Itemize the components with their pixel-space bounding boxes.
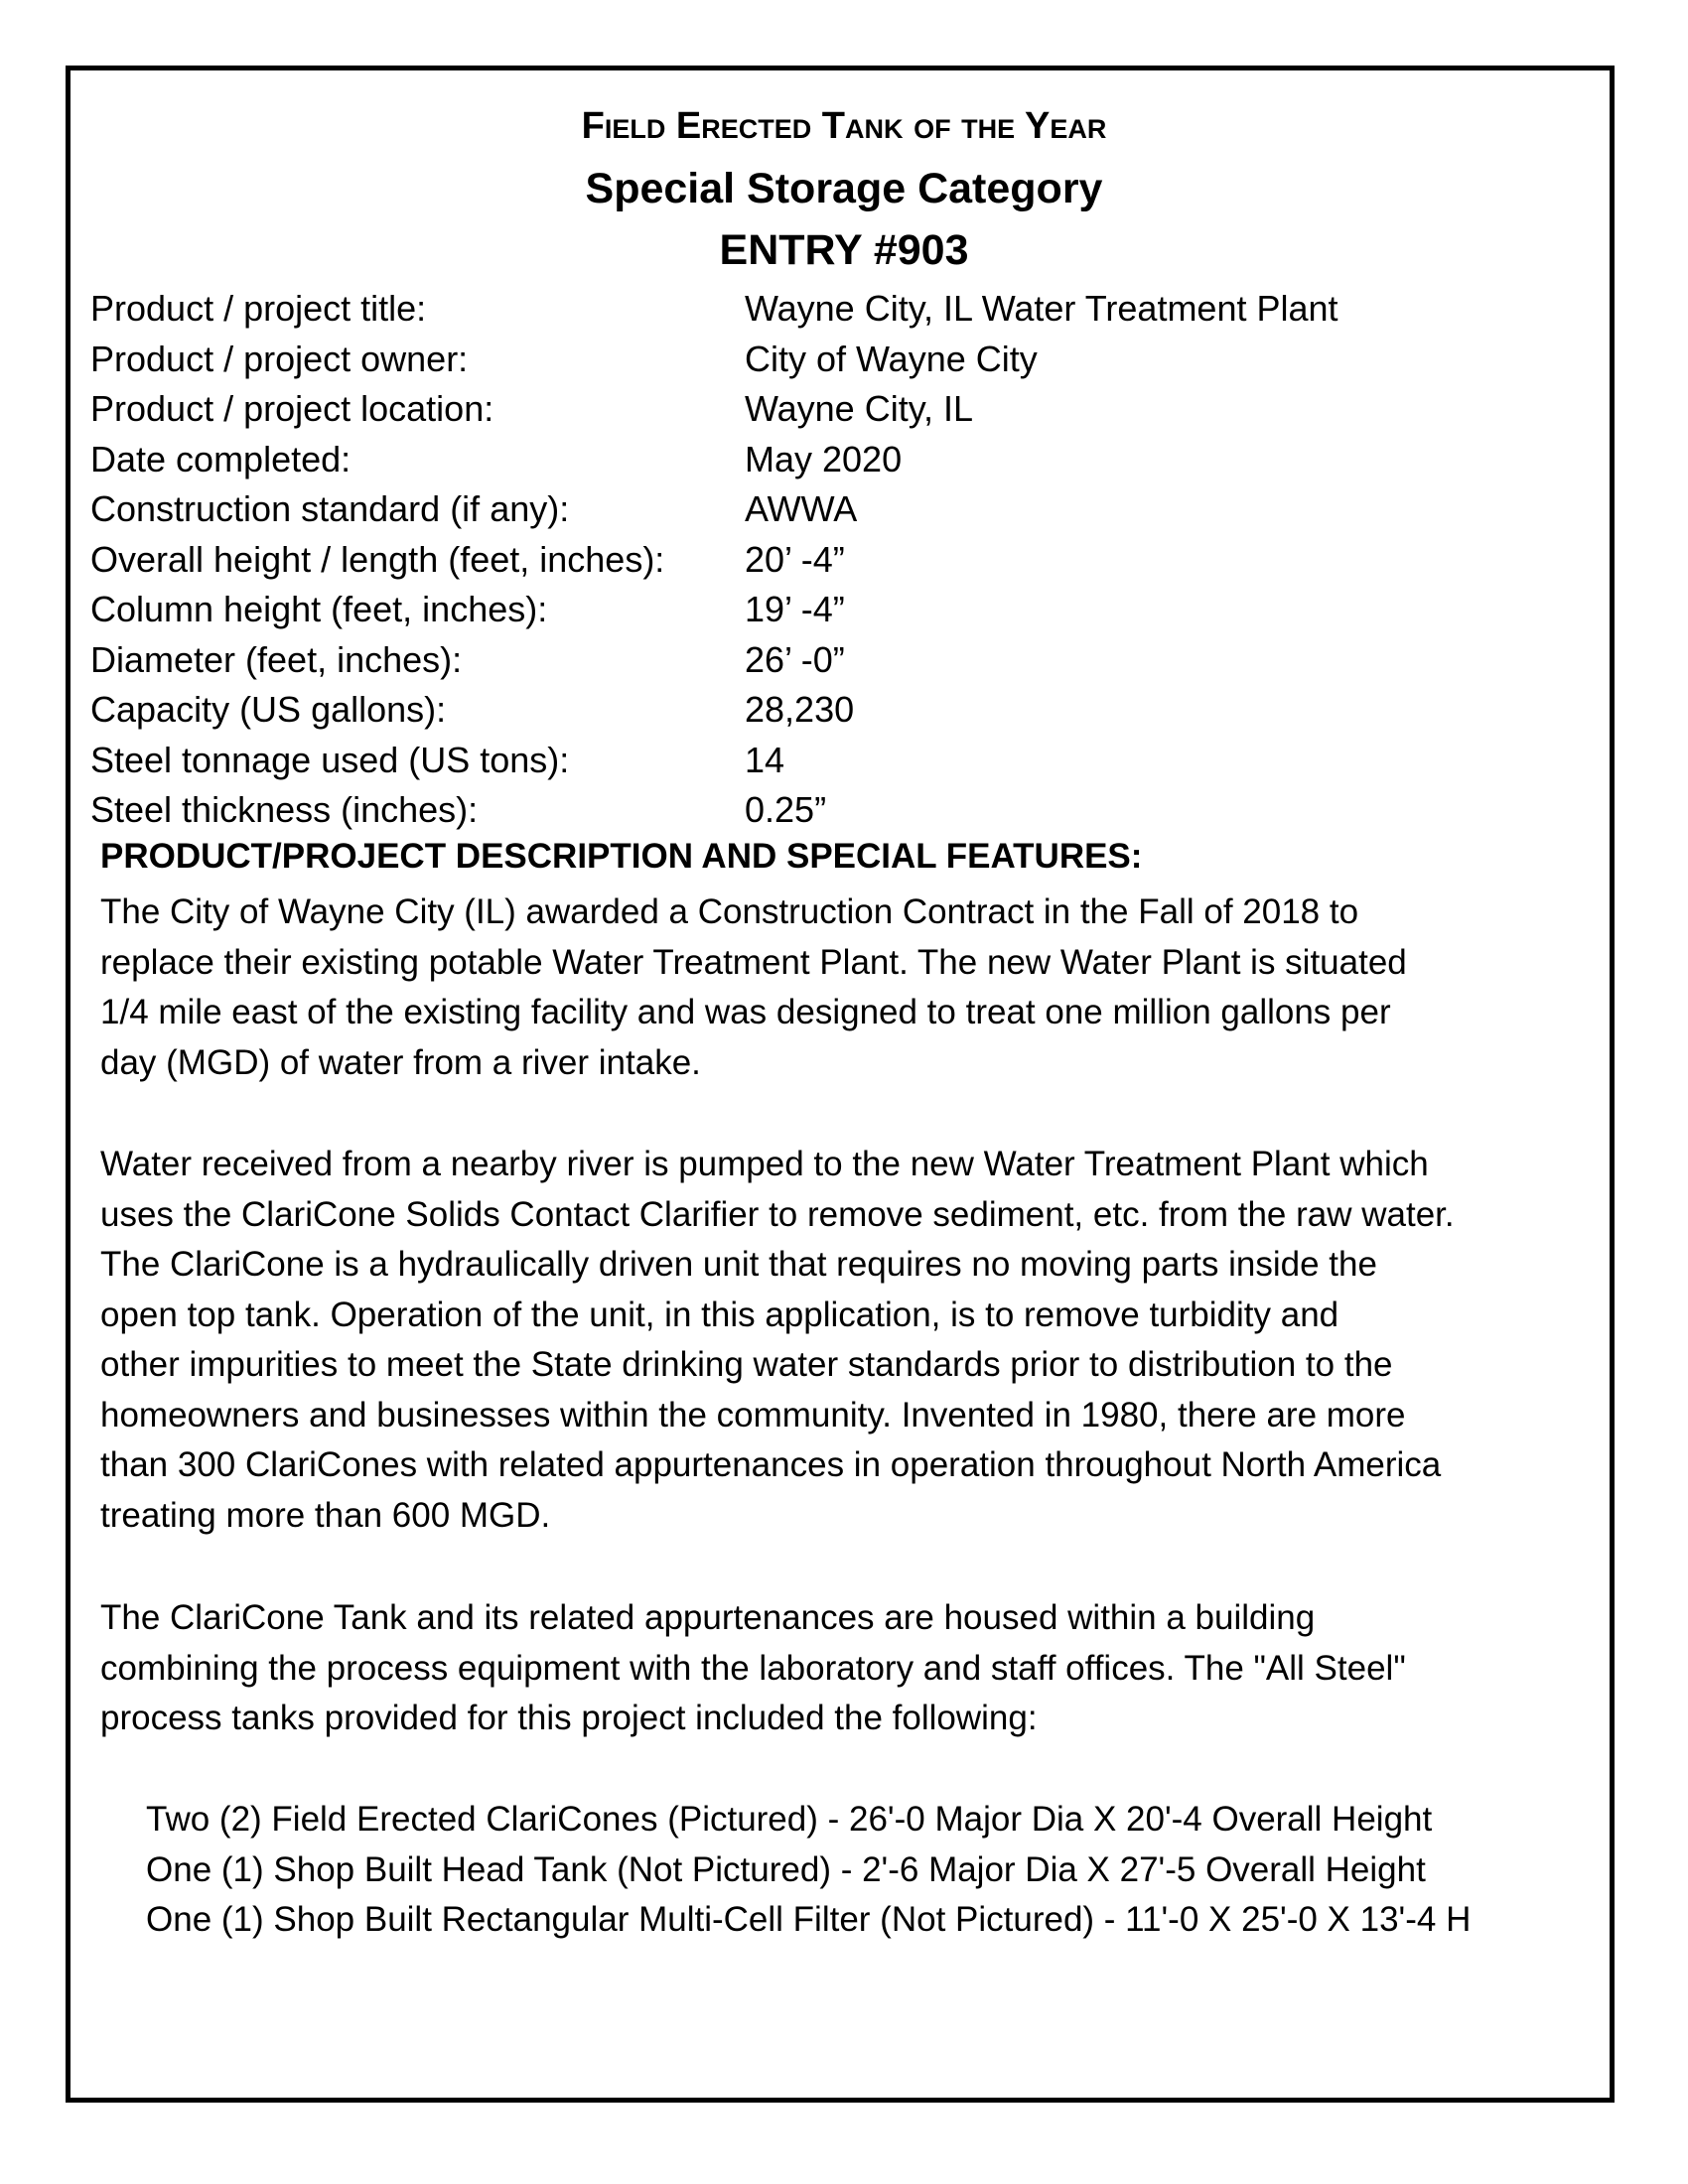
spec-label: Steel tonnage used (US tons): [90,739,570,780]
description-paragraph-1 [100,887,1590,1088]
description-heading: PRODUCT/PROJECT DESCRIPTION AND SPECIAL FEATURES: [100,837,1143,876]
entry-number: ENTRY #903 [719,226,969,274]
tank-list-item: Two (2) Field Erected ClariCones (Pictured) - 26'-0 Major Dia X 20'-4 Overall Height [146,1800,1433,1839]
paragraph-line: day (MGD) of water from a river intake. [100,1042,701,1082]
spec-row [90,484,1480,535]
paragraph-line: than 300 ClariCones with related appurtenances in operation throughout North America [100,1445,1442,1484]
spec-row [90,284,1480,335]
paragraph-line: other impurities to meet the State drinking water standards prior to distribution to the [100,1345,1393,1384]
spec-value: Wayne City, IL Water Treatment Plant [745,288,1338,329]
spec-label: Steel thickness (inches): [90,789,479,830]
paragraph-line: The ClariCone Tank and its related appurtenances are housed within a building [100,1598,1316,1637]
paragraph-line: open top tank. Operation of the unit, in this application, is to remove turbidity and [100,1295,1339,1334]
paragraph-line: homeowners and businesses within the community. Invented in 1980, there are more [100,1395,1406,1434]
spec-value: Wayne City, IL [745,388,974,429]
spec-row [90,635,1480,686]
subcategory-title: Special Storage Category [585,165,1103,212]
spec-label: Date completed: [90,438,352,479]
tank-list-item: One (1) Shop Built Head Tank (Not Pictured) - 2'-6 Major Dia X 27'-5 Overall Height [146,1849,1426,1889]
paragraph-line: treating more than 600 MGD. [100,1495,551,1535]
tank-list-item: One (1) Shop Built Rectangular Multi-Cell Filter (Not Pictured) - 11'-0 X 25'-0 X 13'-4 H [146,1900,1472,1939]
tank-list [146,1795,1471,1946]
description-paragraph-3 [100,1593,1590,1744]
spec-value: 26’ -0” [745,638,845,680]
spec-value: 19’ -4” [745,589,845,629]
spec-label: Column height (feet, inches): [90,589,548,629]
spec-label: Overall height / length (feet, inches): [90,538,665,580]
paragraph-line: The ClariCone is a hydraulically driven unit that requires no moving parts inside the [100,1245,1377,1284]
spec-label: Product / project title: [90,288,427,329]
spec-value: 0.25” [745,789,827,830]
paragraph-line: uses the ClariCone Solids Contact Clarifier to remove sediment, etc. from the raw water. [100,1194,1455,1234]
spec-row [90,435,1480,485]
paragraph-line: 1/4 mile east of the existing facility and was designed to treat one million gallons per [100,993,1391,1031]
spec-value: 14 [745,739,785,780]
spec-row [90,785,1480,836]
spec-row [90,736,1480,786]
spec-label: Capacity (US gallons): [90,689,447,730]
paragraph-line: Water received from a nearby river is pumped to the new Water Treatment Plant which [100,1145,1429,1183]
spec-table [90,284,1480,836]
description-paragraph-2 [100,1140,1590,1541]
spec-value: AWWA [745,488,858,529]
paragraph-line: replace their existing potable Water Treatment Plant. The new Water Plant is situated [100,942,1407,982]
spec-label: Product / project location: [90,388,494,429]
paragraph-line: process tanks provided for this project included the following: [100,1699,1038,1737]
spec-value: 28,230 [745,689,855,730]
spec-row [90,535,1480,586]
spec-row [90,335,1480,385]
spec-row [90,585,1480,635]
spec-label: Product / project owner: [90,338,469,379]
paragraph-line: combining the process equipment with the laboratory and staff offices. The "All Steel" [100,1648,1406,1688]
spec-value: 20’ -4” [745,538,845,580]
spec-row [90,384,1480,435]
spec-value: City of Wayne City [745,338,1038,379]
award-category-title: Field Erected Tank of the Year [581,105,1107,147]
spec-label: Construction standard (if any): [90,488,570,529]
paragraph-line: The City of Wayne City (IL) awarded a Construction Contract in the Fall of 2018 to [100,892,1359,931]
spec-value: May 2020 [745,438,903,479]
spec-row [90,685,1480,736]
spec-label: Diameter (feet, inches): [90,638,463,680]
